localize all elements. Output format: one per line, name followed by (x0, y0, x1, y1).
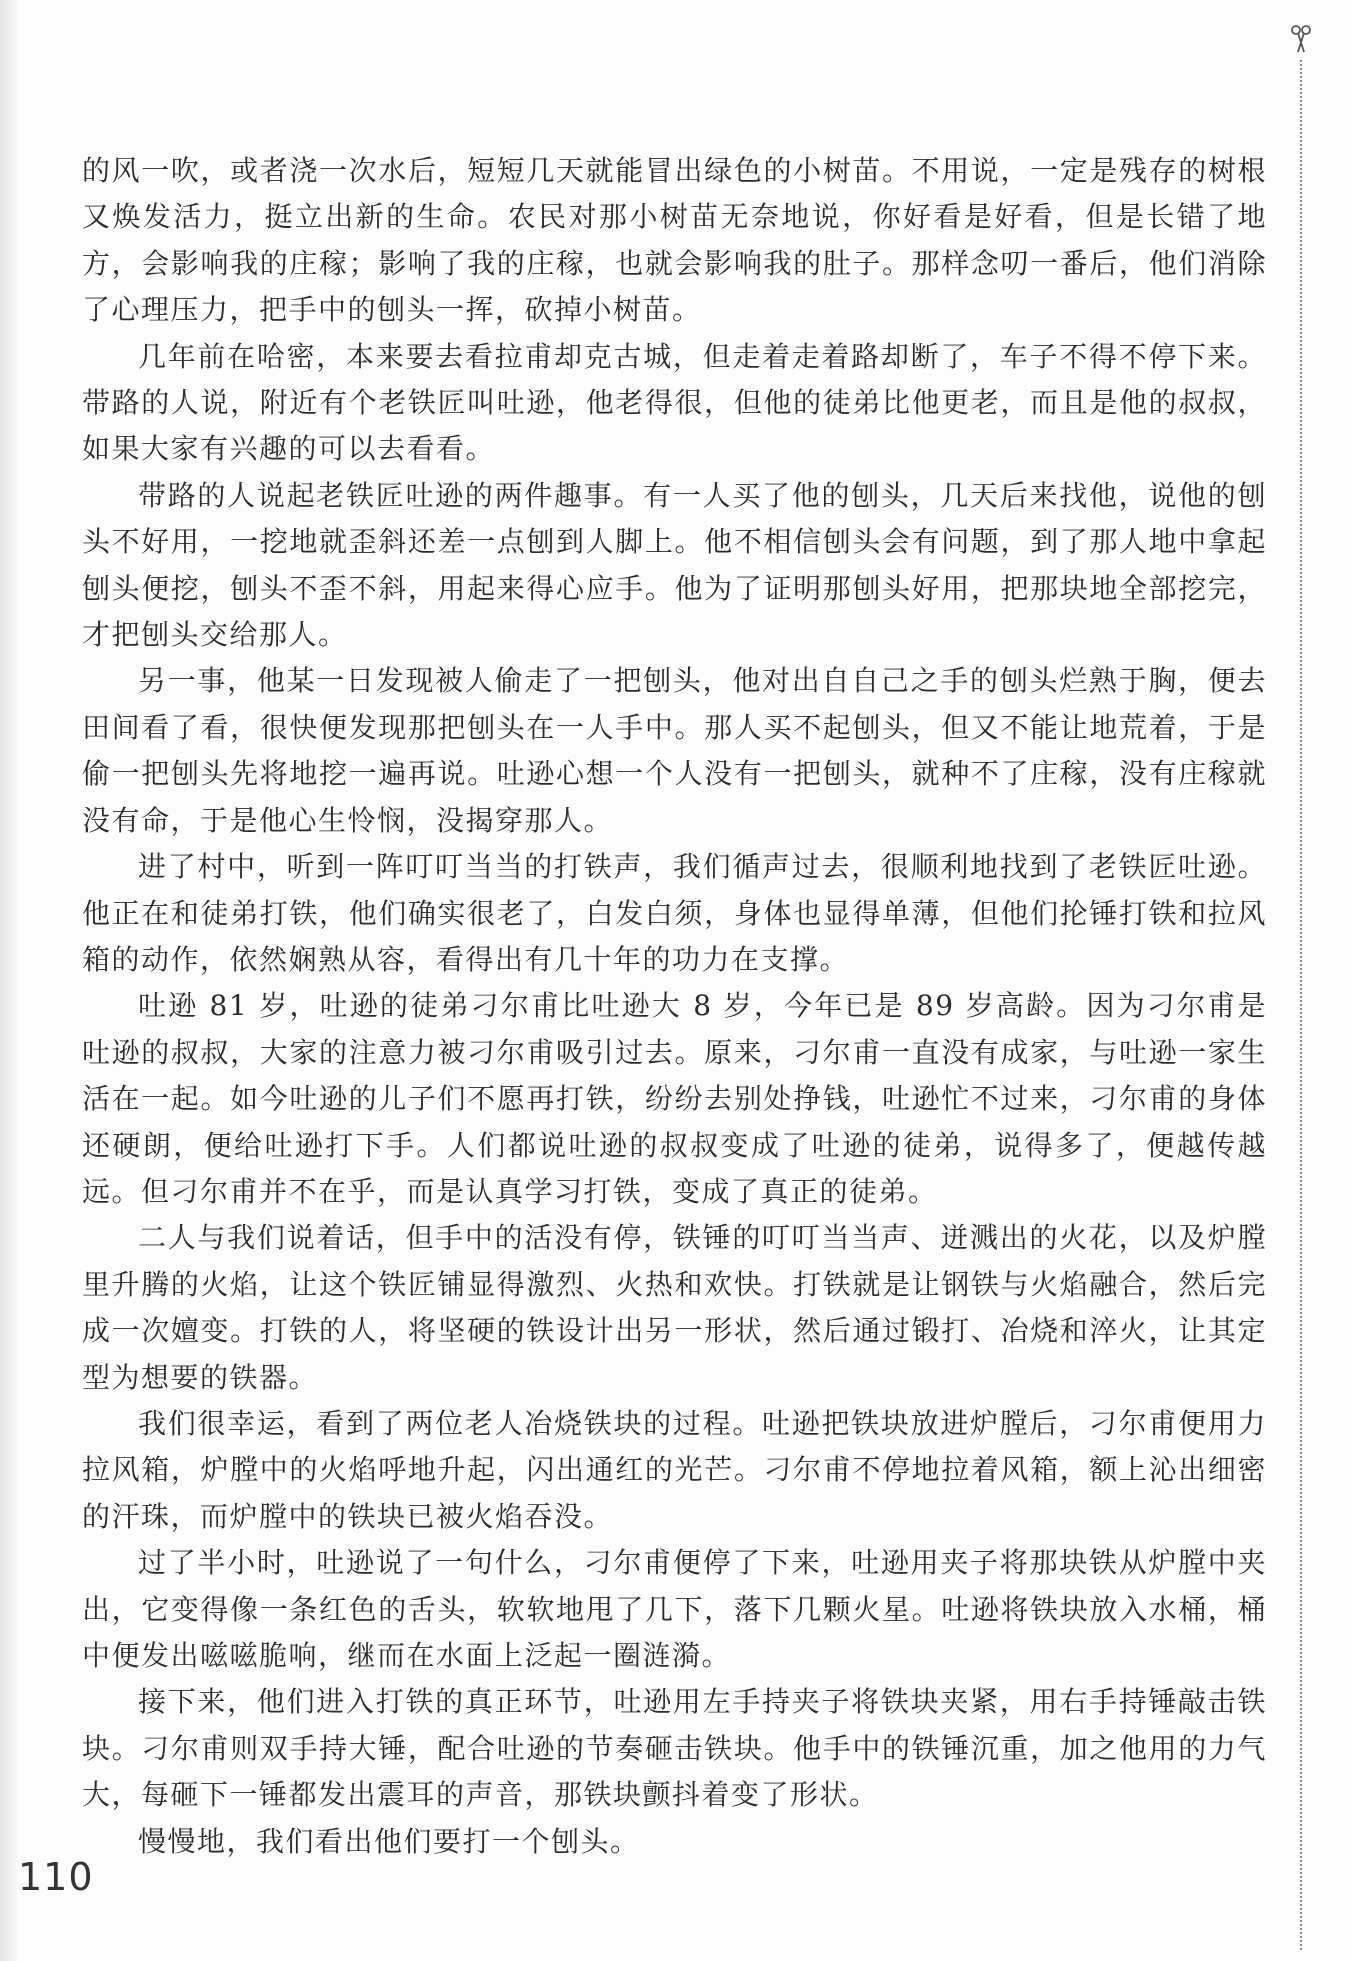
paragraph: 进了村中，听到一阵叮叮当当的打铁声，我们循声过去，很顺利地找到了老铁匠吐逊。他正在和徒弟打铁，他们确实很老了，白发白须，身体也显得单薄，但他们抡锤打铁和拉风箱的动作，依然娴熟从容，看得出有几十年的功力在支撑。 (82, 850, 1267, 976)
paragraph: 的风一吹，或者浇一次水后，短短几天就能冒出绿色的小树苗。不用说，一定是残存的树根又焕发活力，挺立出新的生命。农民对那小树苗无奈地说，你好看是好看，但是长错了地方，会影响我的庄稼；影响了我的庄稼，也就会影响我的肚子。那样念叨一番后，他们消除了心理压力，把手中的刨头一挥，砍掉小树苗。 (82, 154, 1267, 327)
page-gutter-shadow (0, 0, 20, 1961)
paragraph: 过了半小时，吐逊说了一句什么，刁尔甫便停了下来，吐逊用夹子将那块铁从炉膛中夹出，它变得像一条红色的舌头，软软地甩了几下，落下几颗火星。吐逊将铁块放入水桶，桶中便发出嗞嗞脆响，继而在水面上泛起一圈涟漪。 (82, 1546, 1267, 1672)
scissors-icon (1285, 24, 1317, 56)
paragraph: 接下来，他们进入打铁的真正环节，吐逊用左手持夹子将铁块夹紧，用右手持锤敲击铁块。刁尔甫则双手持大锤，配合吐逊的节奏砸击铁块。他手中的铁锤沉重，加之他用的力气大，每砸下一锤都发出震耳的声音，那铁块颤抖着变了形状。 (82, 1685, 1267, 1812)
paragraph: 几年前在哈密，本来要去看拉甫却克古城，但走着走着路却断了，车子不得不停下来。带路的人说，附近有个老铁匠叫吐逊，他老得很，但他的徒弟比他更老，而且是他的叔叔，如果大家有兴趣的可以去看看。 (82, 339, 1267, 466)
paragraph: 另一事，他某一日发现被人偷走了一把刨头，他对出自自己之手的刨头烂熟于胸，便去田间看了看，很快便发现那把刨头在一人手中。那人买不起刨头，但又不能让地荒着，于是偷一把刨头先将地挖一遍再说。吐逊心想一个人没有一把刨头，就种不了庄稼，没有庄稼就没有命，于是他心生怜悯，没揭穿那人。 (82, 664, 1267, 837)
dotted-cut-line (1300, 60, 1302, 1950)
paragraph: 吐逊 81 岁，吐逊的徒弟刁尔甫比吐逊大 8 岁，今年已是 89 岁高龄。因为刁尔甫是吐逊的叔叔，大家的注意力被刁尔甫吸引过去。原来，刁尔甫一直没有成家，与吐逊一家生活在一起。如今吐逊的儿子们不愿再打铁，纷纷去别处挣钱，吐逊忙不过来，刁尔甫的身体还硬朗，便给吐逊打下手。人们都说吐逊的叔叔变成了吐逊的徒弟，说得多了，便越传越远。但刁尔甫并不在乎，而是认真学习打铁，变成了真正的徒弟。 (82, 989, 1267, 1208)
paragraph: 慢慢地，我们看出他们要打一个刨头。 (138, 1824, 640, 1858)
paragraph: 二人与我们说着话，但手中的活没有停，铁锤的叮叮当当声、迸溅出的火花，以及炉膛里升腾的火焰，让这个铁匠铺显得激烈、火热和欢快。打铁就是让钢铁与火焰融合，然后完成一次嬗变。打铁的人，将坚硬的铁设计出另一形状，然后通过锻打、冶烧和淬火，让其定型为想要的铁器。 (82, 1221, 1267, 1394)
paragraph: 带路的人说起老铁匠吐逊的两件趣事。有一人买了他的刨头，几天后来找他，说他的刨头不好用，一挖地就歪斜还差一点刨到人脚上。他不相信刨头会有问题，到了那人地中拿起刨头便挖，刨头不歪不斜，用起来得心应手。他为了证明那刨头好用，把那块地全部挖完，才把刨头交给那人。 (82, 478, 1267, 652)
body-text (82, 148, 1267, 1865)
paragraph: 我们很幸运，看到了两位老人冶烧铁块的过程。吐逊把铁块放进炉膛后，刁尔甫便用力拉风箱，炉膛中的火焰呼地升起，闪出通红的光芒。刁尔甫不停地拉着风箱，额上沁出细密的汗珠，而炉膛中的铁块已被火焰吞没。 (82, 1406, 1267, 1533)
page-number: 110 (18, 1855, 94, 1899)
